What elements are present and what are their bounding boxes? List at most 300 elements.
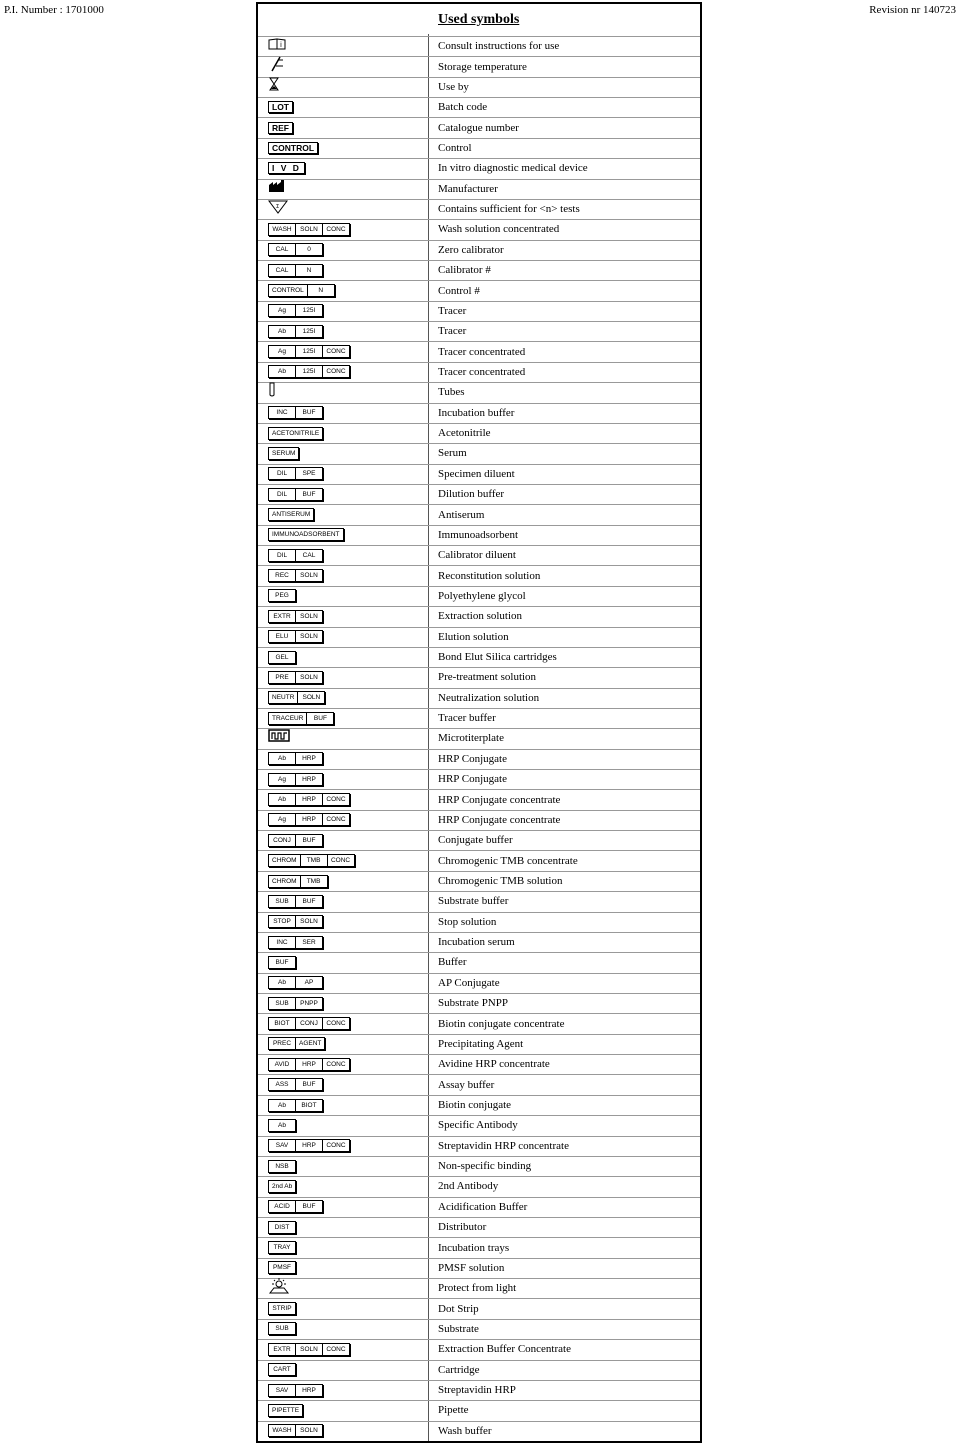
symbol-cell: STOP bbox=[273, 918, 291, 926]
symbol-cell: WASH bbox=[272, 1427, 292, 1435]
symbol-cell: TRAY bbox=[273, 1244, 291, 1252]
symbol-description: Extraction solution bbox=[438, 610, 523, 623]
symbol-cell: CONC bbox=[322, 346, 349, 357]
symbol-row bbox=[258, 280, 700, 300]
symbol-description: Calibrator diluent bbox=[438, 549, 516, 562]
symbol-description: Polyethylene glycol bbox=[438, 589, 526, 602]
symbol-cell: DIL bbox=[276, 551, 288, 559]
row-divider bbox=[258, 1298, 700, 1299]
symbol-row bbox=[258, 565, 700, 585]
symbol-boxes bbox=[268, 1180, 296, 1193]
symbol-cell: STRIP bbox=[272, 1305, 292, 1313]
symbol-description: Tubes bbox=[438, 386, 465, 399]
symbol-boxes bbox=[268, 956, 296, 969]
factory-icon bbox=[268, 179, 286, 198]
symbol-description: Conjugate buffer bbox=[438, 834, 513, 847]
symbol-boxes bbox=[268, 427, 323, 440]
symbol-row bbox=[258, 484, 700, 504]
symbol-cell: SUB bbox=[275, 1325, 289, 1333]
symbol bbox=[268, 1013, 350, 1033]
symbol-cell: EXTR bbox=[273, 1345, 291, 1353]
symbol-description: Acidification Buffer bbox=[438, 1200, 528, 1213]
symbol-description: Acetonitrile bbox=[438, 427, 491, 440]
symbol bbox=[268, 1400, 303, 1420]
symbol-description: Reconstitution solution bbox=[438, 569, 541, 582]
symbol-cell: Ab bbox=[278, 1101, 286, 1109]
symbol-cell: CONC bbox=[322, 366, 349, 377]
symbol-boxes bbox=[268, 1261, 296, 1274]
symbol bbox=[268, 240, 323, 260]
symbol-cell: N bbox=[307, 285, 334, 296]
symbol-description: Incubation trays bbox=[438, 1241, 510, 1254]
symbol bbox=[268, 36, 286, 56]
symbol-row bbox=[258, 789, 700, 809]
symbol-cell: CONC bbox=[322, 1140, 349, 1151]
symbol-cell: CONJ bbox=[295, 1018, 322, 1029]
symbol bbox=[268, 850, 355, 870]
symbol-boxes bbox=[268, 549, 323, 562]
symbol-description: Tracer concentrated bbox=[438, 365, 526, 378]
row-divider bbox=[258, 1400, 700, 1401]
symbol-description: Cartridge bbox=[438, 1363, 480, 1376]
symbol-description: Incubation serum bbox=[438, 936, 515, 949]
symbol bbox=[268, 1278, 290, 1298]
symbol-row bbox=[258, 912, 700, 932]
symbol-boxes bbox=[268, 1363, 296, 1376]
symbol-cell: Ab bbox=[278, 796, 286, 804]
symbol bbox=[268, 647, 296, 667]
symbol bbox=[268, 1136, 350, 1156]
symbol-row bbox=[258, 647, 700, 667]
symbol bbox=[268, 545, 323, 565]
symbol-boxes bbox=[268, 997, 323, 1010]
symbol-cell: SOLN bbox=[295, 611, 322, 622]
symbol-row bbox=[258, 423, 700, 443]
symbol-cell: IMMUNOADSORBENT bbox=[272, 531, 340, 539]
symbol-row bbox=[258, 117, 700, 137]
symbol-row bbox=[258, 1054, 700, 1074]
symbol-boxes bbox=[268, 936, 323, 949]
symbol-cell: CHROM bbox=[272, 857, 297, 865]
symbol-row bbox=[258, 443, 700, 463]
symbol-boxes bbox=[268, 1119, 296, 1132]
symbol-row bbox=[258, 891, 700, 911]
row-divider bbox=[258, 952, 700, 953]
symbol bbox=[268, 932, 323, 952]
symbol-row bbox=[258, 301, 700, 321]
symbol-cell: CONC bbox=[322, 794, 349, 805]
symbol-boxes bbox=[268, 528, 344, 541]
symbol-cell: Ag bbox=[278, 307, 286, 315]
symbol-boxes bbox=[268, 1037, 325, 1050]
symbol-cell: CONC bbox=[327, 855, 354, 866]
symbol bbox=[268, 1421, 323, 1441]
symbol-description: HRP Conjugate bbox=[438, 752, 507, 765]
symbol-row bbox=[258, 728, 700, 748]
symbol-cell: HRP bbox=[295, 753, 322, 764]
symbol-description: Substrate buffer bbox=[438, 895, 509, 908]
symbol-description: Microtiterplate bbox=[438, 732, 504, 745]
symbol-description: Buffer bbox=[438, 956, 467, 969]
symbol bbox=[268, 321, 323, 341]
symbol-label: LOT bbox=[268, 101, 293, 113]
symbol bbox=[268, 830, 323, 850]
symbol-boxes bbox=[268, 589, 296, 602]
symbol-description: HRP Conjugate bbox=[438, 773, 507, 786]
symbol-row bbox=[258, 1237, 700, 1257]
symbol bbox=[268, 138, 318, 158]
symbol-boxes bbox=[268, 793, 350, 806]
symbol-row bbox=[258, 240, 700, 260]
symbol-boxes bbox=[268, 976, 323, 989]
symbol-cell: ELU bbox=[275, 633, 289, 641]
symbol-cell: BUF bbox=[295, 835, 322, 846]
symbol-description: Chromogenic TMB solution bbox=[438, 875, 563, 888]
symbol-cell: NSB bbox=[275, 1162, 289, 1170]
symbol-row bbox=[258, 464, 700, 484]
symbol-description: Elution solution bbox=[438, 630, 509, 643]
symbol-description: Consult instructions for use bbox=[438, 40, 560, 53]
symbol-cell: DIST bbox=[274, 1223, 290, 1231]
symbol-boxes bbox=[268, 1343, 350, 1356]
symbol-cell: HRP bbox=[295, 1385, 322, 1396]
symbol-description: Tracer concentrated bbox=[438, 345, 526, 358]
symbol-boxes bbox=[268, 1058, 350, 1071]
symbol-description: Wash buffer bbox=[438, 1424, 492, 1437]
symbol-row bbox=[258, 36, 700, 56]
symbol bbox=[268, 260, 323, 280]
pi-number: P.I. Number : 1701000 bbox=[4, 4, 104, 16]
symbol-boxes bbox=[268, 1221, 296, 1234]
symbol bbox=[268, 810, 350, 830]
symbol bbox=[268, 1054, 350, 1074]
table-title: Used symbols bbox=[438, 12, 520, 27]
symbol-cell: BUF bbox=[275, 958, 289, 966]
symbol bbox=[268, 952, 296, 972]
symbol-row bbox=[258, 871, 700, 891]
tube-icon bbox=[268, 382, 276, 403]
symbol-description: HRP Conjugate concentrate bbox=[438, 793, 561, 806]
symbol-description: Zero calibrator bbox=[438, 243, 504, 256]
symbol-row bbox=[258, 219, 700, 239]
symbol bbox=[268, 1095, 323, 1115]
symbol-description: AP Conjugate bbox=[438, 976, 500, 989]
symbol-cell: 125I bbox=[295, 346, 322, 357]
symbol-row bbox=[258, 749, 700, 769]
symbol-row bbox=[258, 1095, 700, 1115]
symbol-row bbox=[258, 1298, 700, 1318]
symbol-boxes bbox=[268, 834, 323, 847]
symbol-cell: 0 bbox=[295, 244, 322, 255]
symbol-cell: INC bbox=[276, 409, 288, 417]
symbol-description: HRP Conjugate concentrate bbox=[438, 813, 561, 826]
symbol bbox=[268, 219, 350, 239]
symbol bbox=[268, 77, 280, 97]
symbol-cell: TRACEUR bbox=[272, 714, 304, 722]
symbol-description: Bond Elut Silica cartridges bbox=[438, 651, 557, 664]
symbol bbox=[268, 301, 323, 321]
symbol-boxes bbox=[268, 1017, 350, 1030]
symbol bbox=[268, 97, 293, 117]
symbol-row bbox=[258, 830, 700, 850]
symbol-label: REF bbox=[268, 122, 293, 134]
symbol bbox=[268, 708, 334, 728]
symbol-row bbox=[258, 158, 700, 178]
symbol-description: Stop solution bbox=[438, 915, 497, 928]
symbol-boxes bbox=[268, 773, 323, 786]
symbol-cell: 125I bbox=[295, 305, 322, 316]
symbol bbox=[268, 728, 290, 748]
symbol-cell: Ab bbox=[278, 368, 286, 376]
symbol bbox=[268, 565, 323, 585]
symbol-label: CONTROL bbox=[268, 142, 318, 154]
symbol-cell: Ab bbox=[278, 755, 286, 763]
symbol-row bbox=[258, 850, 700, 870]
symbol-cell: AVID bbox=[274, 1060, 290, 1068]
symbol bbox=[268, 1034, 325, 1054]
symbol-row bbox=[258, 362, 700, 382]
symbol-cell: SAV bbox=[275, 1142, 289, 1150]
symbol-description: Catalogue number bbox=[438, 121, 519, 134]
symbol-row bbox=[258, 199, 700, 219]
symbol-cell: CONC bbox=[322, 1018, 349, 1029]
symbol-cell: WASH bbox=[272, 225, 292, 233]
symbol-row bbox=[258, 1258, 700, 1278]
sun-icon bbox=[268, 1278, 290, 1299]
symbol bbox=[268, 973, 323, 993]
symbol-description: Biotin conjugate bbox=[438, 1099, 512, 1111]
symbol-row bbox=[258, 260, 700, 280]
row-divider bbox=[258, 1319, 700, 1320]
symbol-description: Tracer bbox=[438, 325, 467, 338]
symbol-cell: Ag bbox=[278, 348, 286, 356]
symbol-cell: DIL bbox=[276, 470, 288, 478]
symbol-row bbox=[258, 545, 700, 565]
symbol bbox=[268, 423, 323, 443]
symbol-cell: CONC bbox=[322, 1344, 349, 1355]
symbol-cell: HRP bbox=[295, 774, 322, 785]
symbol-cell: SOLN bbox=[295, 1344, 322, 1355]
symbol bbox=[268, 382, 276, 402]
symbol bbox=[268, 1176, 296, 1196]
symbol-row bbox=[258, 138, 700, 158]
symbol-cell: SUB bbox=[275, 897, 289, 905]
symbol bbox=[268, 749, 323, 769]
row-divider bbox=[258, 382, 700, 383]
symbol-cell: 125I bbox=[295, 366, 322, 377]
symbol-cell: PMSF bbox=[272, 1264, 292, 1272]
symbol-cell: HRP bbox=[295, 814, 322, 825]
symbol-row bbox=[258, 97, 700, 117]
symbol-cell: PIPETTE bbox=[272, 1406, 300, 1414]
symbol-cell: PEG bbox=[275, 592, 289, 600]
symbol bbox=[268, 117, 293, 137]
symbol-row bbox=[258, 1156, 700, 1176]
symbol-boxes bbox=[268, 610, 323, 623]
symbol bbox=[268, 891, 323, 911]
symbol bbox=[268, 1074, 323, 1094]
symbol-cell: Ab bbox=[278, 1121, 286, 1129]
symbol-cell: PRE bbox=[275, 673, 289, 681]
symbol-cell: BUF bbox=[295, 1079, 322, 1090]
symbol-cell: CHROM bbox=[272, 877, 297, 885]
symbol-cell: SPE bbox=[295, 468, 322, 479]
symbol-row bbox=[258, 1074, 700, 1094]
symbol-cell: GEL bbox=[275, 653, 289, 661]
symbol-cell: 2nd Ab bbox=[272, 1182, 293, 1190]
symbol-row bbox=[258, 810, 700, 830]
symbol-cell: CONTROL bbox=[272, 287, 304, 295]
symbol-row bbox=[258, 382, 700, 402]
symbol-cell: BUF bbox=[295, 407, 322, 418]
revision-number: Revision nr 140723 bbox=[869, 4, 956, 16]
symbol-boxes bbox=[268, 895, 323, 908]
symbol bbox=[268, 1258, 296, 1278]
symbol-cell: DIL bbox=[276, 490, 288, 498]
symbol-description: Tracer buffer bbox=[438, 712, 496, 725]
symbol bbox=[268, 158, 305, 178]
symbol bbox=[268, 606, 323, 626]
symbol-boxes bbox=[268, 1404, 303, 1417]
symbol bbox=[268, 199, 288, 219]
symbol-boxes bbox=[268, 671, 323, 684]
symbol-row bbox=[258, 606, 700, 626]
symbol-description: Specific Antibody bbox=[438, 1119, 518, 1132]
symbol-boxes bbox=[268, 243, 323, 256]
symbol bbox=[268, 1339, 350, 1359]
symbol-description: Incubation buffer bbox=[438, 406, 515, 419]
symbol-cell: ACID bbox=[274, 1203, 290, 1211]
symbol-description: Extraction Buffer Concentrate bbox=[438, 1343, 571, 1356]
symbol-description: Serum bbox=[438, 447, 467, 460]
triangle-icon bbox=[268, 200, 288, 219]
symbol-description: Protect from light bbox=[438, 1282, 517, 1295]
symbol-description: Wash solution concentrated bbox=[438, 223, 560, 236]
symbol-row bbox=[258, 1217, 700, 1237]
symbol-row bbox=[258, 1278, 700, 1298]
symbol bbox=[268, 484, 323, 504]
symbol-row bbox=[258, 1034, 700, 1054]
symbol-cell: SER bbox=[295, 937, 322, 948]
symbol-boxes bbox=[268, 304, 323, 317]
symbol bbox=[268, 179, 286, 199]
symbol bbox=[268, 1115, 296, 1135]
symbol-description: Calibrator # bbox=[438, 264, 491, 277]
symbol-boxes bbox=[268, 813, 350, 826]
symbol-description: Precipitating Agent bbox=[438, 1037, 524, 1050]
symbol-cell: BUF bbox=[306, 713, 333, 724]
symbol-cell: SAV bbox=[275, 1386, 289, 1394]
symbol-description: In vitro diagnostic medical device bbox=[438, 162, 588, 175]
symbol-row bbox=[258, 1013, 700, 1033]
symbol bbox=[268, 443, 299, 463]
symbol-row bbox=[258, 952, 700, 972]
symbol bbox=[268, 341, 350, 361]
symbol-cell: CART bbox=[273, 1366, 291, 1374]
symbol-boxes bbox=[268, 854, 355, 867]
symbol-cell: CONC bbox=[322, 224, 349, 235]
symbol bbox=[268, 280, 335, 300]
symbol bbox=[268, 667, 323, 687]
row-divider bbox=[258, 301, 700, 302]
symbol-cell: SOLN bbox=[295, 224, 322, 235]
symbol-boxes bbox=[268, 1322, 296, 1335]
symbol-cell: CAL bbox=[295, 550, 322, 561]
symbol-cell: CAL bbox=[275, 246, 289, 254]
symbol-description: PMSF solution bbox=[438, 1261, 505, 1274]
symbol-row bbox=[258, 1176, 700, 1196]
symbols-table bbox=[256, 2, 702, 1443]
row-divider bbox=[258, 321, 700, 322]
symbol-cell: ANTISERUM bbox=[272, 511, 311, 518]
symbol bbox=[268, 1380, 323, 1400]
symbol-cell: AP bbox=[295, 977, 322, 988]
symbol-description: Control # bbox=[438, 284, 480, 297]
svg-text:i: i bbox=[280, 41, 282, 50]
symbol-row bbox=[258, 56, 700, 76]
symbol-cell: PREC bbox=[272, 1040, 292, 1048]
symbol-boxes bbox=[268, 345, 350, 358]
symbol-description: Specimen diluent bbox=[438, 467, 515, 480]
symbol-description: Neutralization solution bbox=[438, 691, 540, 704]
symbol-cell: SOLN bbox=[295, 570, 322, 581]
symbol bbox=[268, 1217, 296, 1237]
symbol-description: Contains sufficient for <n> tests bbox=[438, 203, 580, 216]
symbol-row bbox=[258, 688, 700, 708]
symbol-boxes bbox=[268, 488, 323, 501]
symbol-description: Biotin conjugate concentrate bbox=[438, 1017, 565, 1030]
symbol bbox=[268, 769, 323, 789]
symbol-cell: EXTR bbox=[273, 612, 291, 620]
symbol bbox=[268, 403, 323, 423]
symbol-boxes bbox=[268, 752, 323, 765]
symbol-boxes bbox=[268, 508, 314, 521]
symbol-cell: TMB bbox=[300, 876, 327, 887]
symbol-cell: HRP bbox=[295, 794, 322, 805]
symbol-cell: ASS bbox=[275, 1081, 289, 1089]
symbol-cell: Ag bbox=[278, 816, 286, 824]
symbol bbox=[268, 56, 286, 76]
symbol bbox=[268, 525, 344, 545]
symbol-row bbox=[258, 667, 700, 687]
row-divider bbox=[258, 138, 700, 139]
symbol-boxes bbox=[268, 1078, 323, 1091]
symbol-cell: SOLN bbox=[295, 631, 322, 642]
symbol-description: Substrate bbox=[438, 1322, 479, 1335]
symbol-row bbox=[258, 973, 700, 993]
symbol-row bbox=[258, 1380, 700, 1400]
symbol-cell: REC bbox=[275, 572, 289, 580]
symbol-description: Pre-treatment solution bbox=[438, 671, 537, 684]
symbol-row bbox=[258, 179, 700, 199]
symbol-boxes bbox=[268, 365, 350, 378]
symbol-cell: SOLN bbox=[295, 672, 322, 683]
symbol-description: Immunoadsorbent bbox=[438, 528, 519, 541]
symbol-row bbox=[258, 932, 700, 952]
symbol-cell: CONC bbox=[322, 1059, 349, 1070]
symbol-boxes bbox=[268, 569, 323, 582]
symbol-cell: INC bbox=[276, 938, 288, 946]
symbol-description: Streptavidin HRP bbox=[438, 1384, 516, 1397]
symbol-cell: SOLN bbox=[297, 692, 324, 703]
symbol bbox=[268, 586, 296, 606]
symbol-boxes bbox=[268, 630, 323, 643]
symbol-description: Antiserum bbox=[438, 508, 485, 521]
symbol-row bbox=[258, 993, 700, 1013]
symbol-row bbox=[258, 1360, 700, 1380]
symbol-cell: TMB bbox=[300, 855, 327, 866]
symbol-boxes bbox=[268, 1241, 296, 1254]
